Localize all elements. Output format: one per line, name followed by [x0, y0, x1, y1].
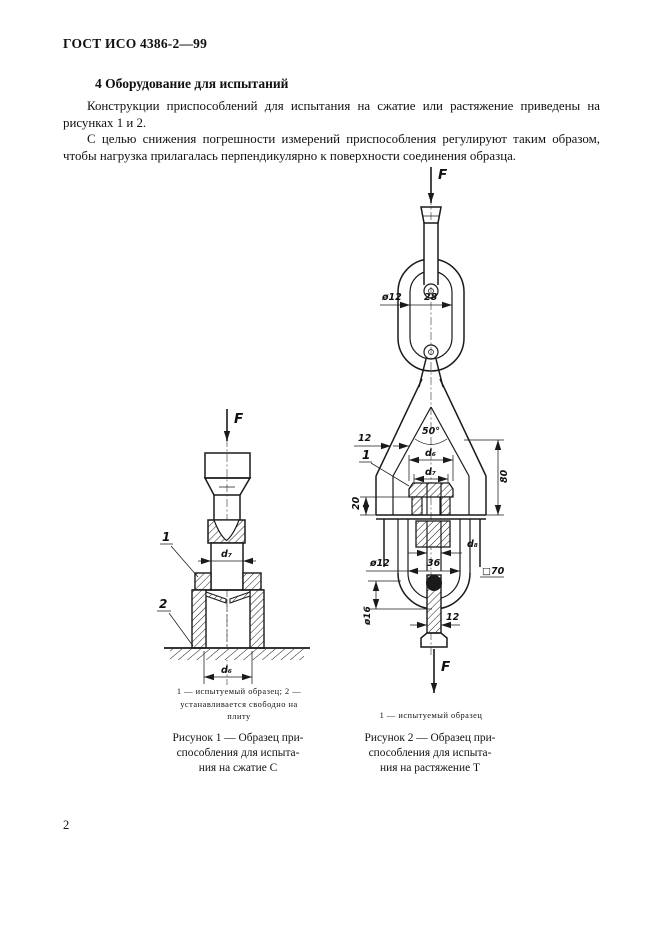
clevis-pin: [426, 575, 442, 591]
figure2-caption: [340, 731, 520, 776]
force-arrow-bottom: [434, 649, 451, 693]
figure1-legend: [148, 686, 330, 724]
force-arrow-top: [227, 409, 244, 441]
dim-80: [464, 440, 510, 515]
dim-rod12-label: 12: [446, 612, 460, 623]
page-number: 2: [63, 818, 70, 832]
force-arrow-top: [431, 167, 448, 203]
dim-d6-label: d₆: [221, 665, 232, 676]
paragraph-2: С целью снижения погрешности измерений приспособления регулируют таким образом, чтобы нагрузка прилагалась перпендикулярно к поверхности соединения образца.: [63, 132, 600, 163]
force-label-top: F: [438, 167, 448, 183]
dim-12-label: 12: [358, 433, 372, 444]
legend1-line1: 1 — испытуемый образец; 2 —: [176, 687, 302, 696]
pressing-cup: [208, 520, 245, 543]
dim-50-label: 50°: [422, 426, 440, 437]
dim-d7: [198, 549, 256, 561]
dim-d7-label: d₇: [221, 549, 232, 560]
figure1-compression-drawing: [148, 403, 326, 697]
legend1-line2: устанавливается свободно на: [180, 699, 298, 709]
dim-36-label: 36: [427, 558, 441, 569]
legend1-line3: плиту: [227, 712, 251, 722]
dim-dia16: [363, 581, 432, 626]
caption2-line2: способления для испыта-: [368, 747, 492, 760]
dim-20-label: 20: [351, 496, 362, 510]
figure1-caption: [138, 731, 338, 776]
dim-d8-label: d₈: [467, 539, 478, 550]
legend2-line1: 1 — испытуемый образец: [379, 711, 483, 720]
dim-link: [380, 292, 452, 305]
dim-d7-label: d₇: [425, 467, 436, 478]
lower-clevis: [421, 575, 447, 647]
caption1-line3: ния на сжатие С: [198, 762, 278, 775]
force-label-bottom: F: [441, 659, 451, 675]
base-sleeve: [192, 590, 264, 648]
svg-text:2: 2: [159, 597, 168, 611]
standard-code: ГОСТ ИСО 4386-2—99: [63, 36, 208, 51]
dim-dia16-label: ø16: [363, 606, 373, 625]
svg-text:1: 1: [362, 448, 371, 462]
punch: [205, 453, 250, 520]
caption1-line2: способления для испыта-: [176, 747, 300, 760]
figure2-legend: [344, 710, 518, 723]
caption1-line1: Рисунок 1 — Образец при-: [172, 732, 304, 744]
dim-dia12-pin: ø12: [370, 558, 390, 569]
ground: [164, 648, 310, 660]
section-title: 4 Оборудование для испытаний: [95, 76, 289, 91]
paragraph-1: Конструкции приспособлений для испытания на сжатие или растяжение приведены на рисунках 1 и 2.: [63, 99, 600, 130]
dim-20: [351, 496, 412, 515]
part-label-1: [160, 530, 198, 577]
caption2-line1: Рисунок 2 — Образец при-: [364, 732, 496, 744]
dim-d6-label: d₆: [425, 448, 436, 459]
caption2-line3: ния на растяжение Т: [380, 762, 480, 775]
body-text: [63, 98, 600, 164]
dim-28: 28: [424, 292, 438, 303]
dim-wall-12: [354, 433, 409, 446]
part-label-2: [157, 597, 193, 646]
figure2-tension-drawing: [346, 163, 514, 707]
dim-dia12-link: ø12: [382, 292, 402, 303]
svg-text:1: 1: [162, 530, 171, 544]
dim-bottom-row: [366, 558, 505, 577]
dim-80-label: 80: [499, 469, 510, 483]
force-label: F: [234, 411, 244, 427]
part-label-1: [359, 448, 409, 486]
dim-sq70-label: □70: [482, 566, 505, 577]
